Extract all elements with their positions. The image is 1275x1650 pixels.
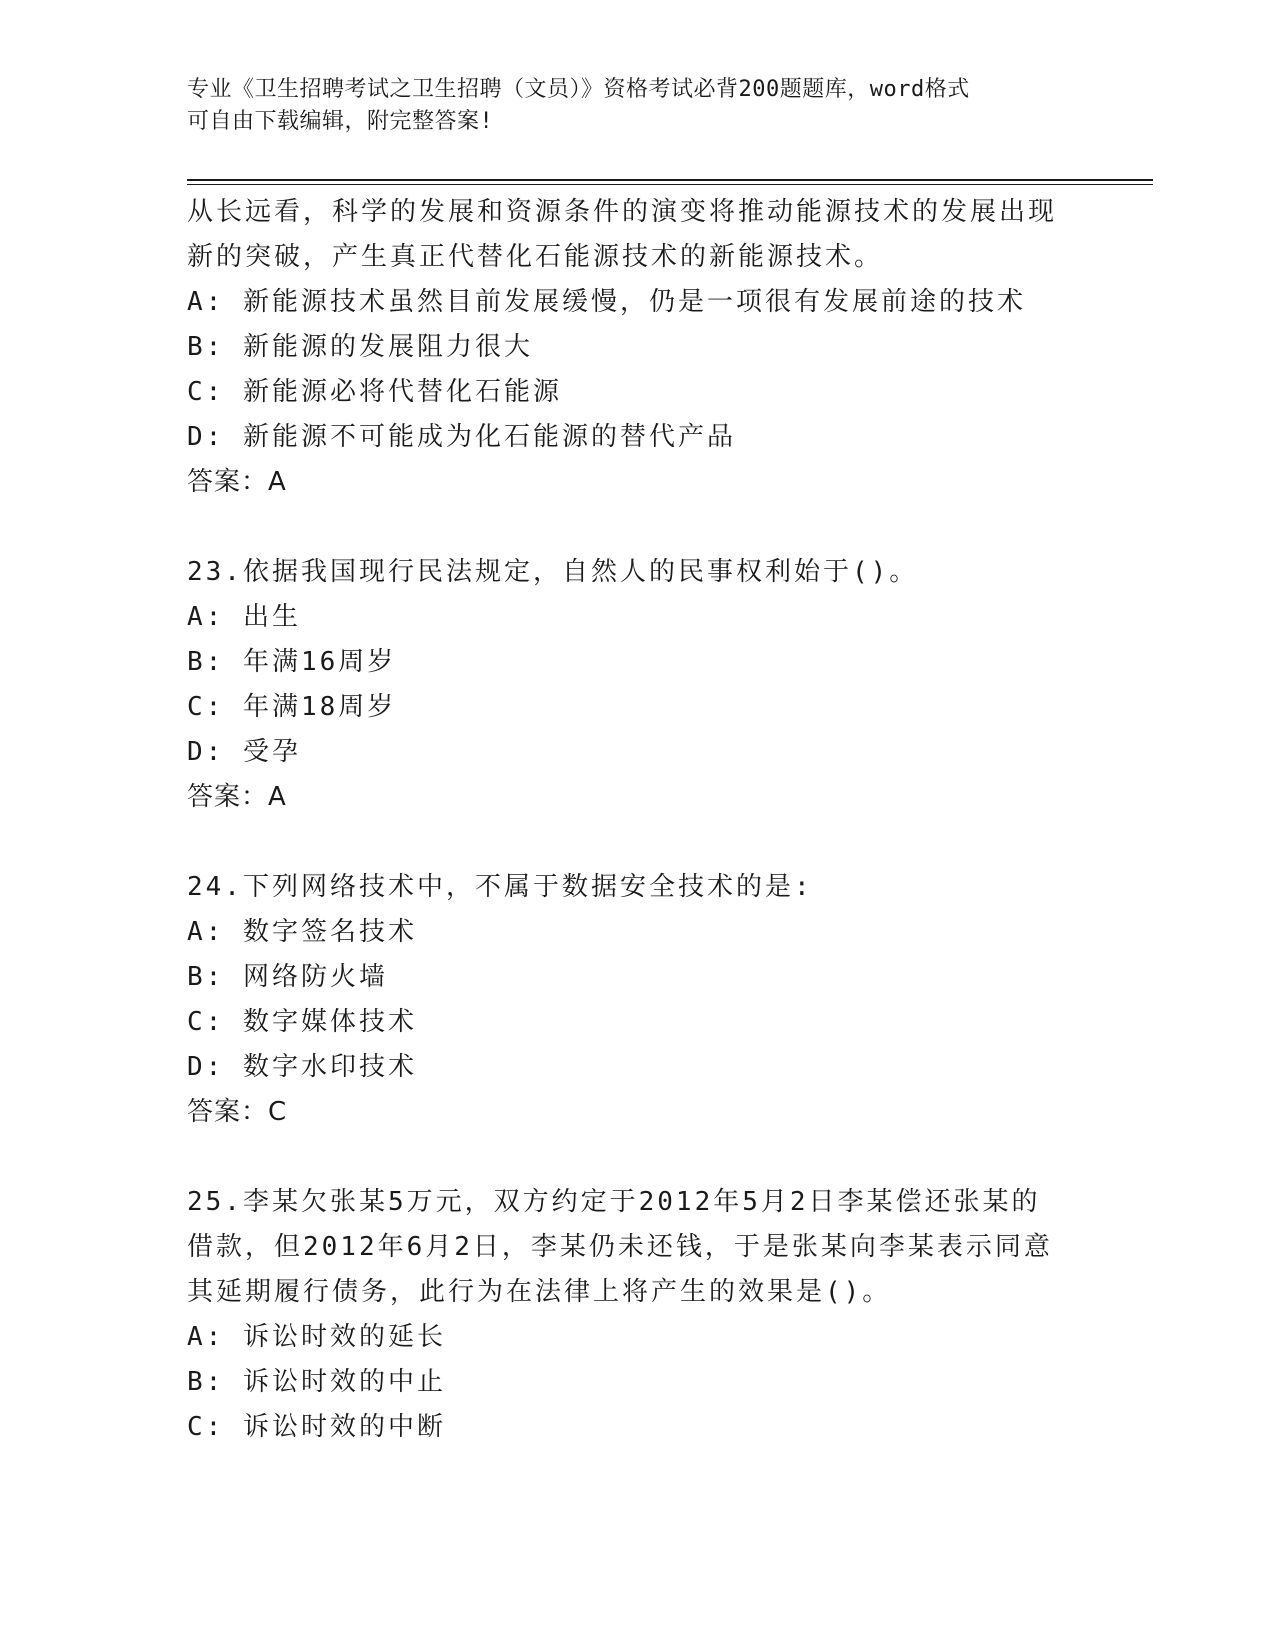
option-c: C: 数字媒体技术 [187, 1007, 417, 1037]
option-a: A: 出生 [187, 602, 301, 632]
option-d: D: 新能源不可能成为化石能源的替代产品 [187, 422, 736, 452]
header-title-line-2: 可自由下载编辑，附完整答案! [187, 109, 494, 134]
header-divider-thin [187, 184, 1153, 185]
option-d: D: 受孕 [187, 737, 301, 767]
option-b: B: 网络防火墙 [187, 962, 388, 992]
answer: 答案：A [187, 782, 287, 812]
question-stem: 新的突破，产生真正代替化石能源技术的新能源技术。 [187, 242, 884, 272]
header-divider-thick [187, 179, 1153, 181]
document-header [187, 74, 1087, 138]
question-stem: 其延期履行债务，此行为在法律上将产生的效果是()。 [187, 1277, 892, 1307]
option-b: B: 年满16周岁 [187, 647, 397, 677]
question-stem: 从长远看，科学的发展和资源条件的演变将推动能源技术的发展出现 [187, 197, 1058, 227]
question-25 [187, 1180, 1127, 1450]
question-24 [187, 865, 1127, 1135]
answer: 答案：A [187, 467, 287, 497]
question-stem: 23.依据我国现行民法规定，自然人的民事权利始于()。 [187, 557, 919, 587]
option-b: B: 新能源的发展阻力很大 [187, 332, 533, 362]
option-c: C: 诉讼时效的中断 [187, 1412, 446, 1442]
question-stem: 借款，但2012年6月2日，李某仍未还钱，于是张某向李某表示同意 [187, 1232, 1053, 1262]
option-a: A: 诉讼时效的延长 [187, 1322, 446, 1352]
question-23 [187, 550, 1127, 820]
option-c: C: 新能源必将代替化石能源 [187, 377, 562, 407]
question-list [187, 190, 1127, 1450]
option-d: D: 数字水印技术 [187, 1052, 417, 1082]
spacer [187, 820, 1127, 865]
question-stem: 24.下列网络技术中，不属于数据安全技术的是: [187, 872, 813, 902]
spacer [187, 1135, 1127, 1180]
option-a: A: 新能源技术虽然目前发展缓慢，仍是一项很有发展前途的技术 [187, 287, 1026, 317]
option-a: A: 数字签名技术 [187, 917, 417, 947]
option-b: B: 诉讼时效的中止 [187, 1367, 446, 1397]
option-c: C: 年满18周岁 [187, 692, 397, 722]
header-title-line-1: 专业《卫生招聘考试之卫生招聘（文员）》资格考试必背200题题库，word格式 [187, 77, 970, 102]
question-22 [187, 190, 1127, 505]
answer: 答案：C [187, 1097, 288, 1127]
spacer [187, 505, 1127, 550]
question-stem: 25.李某欠张某5万元，双方约定于2012年5月2日李某偿还张某的 [187, 1187, 1041, 1217]
